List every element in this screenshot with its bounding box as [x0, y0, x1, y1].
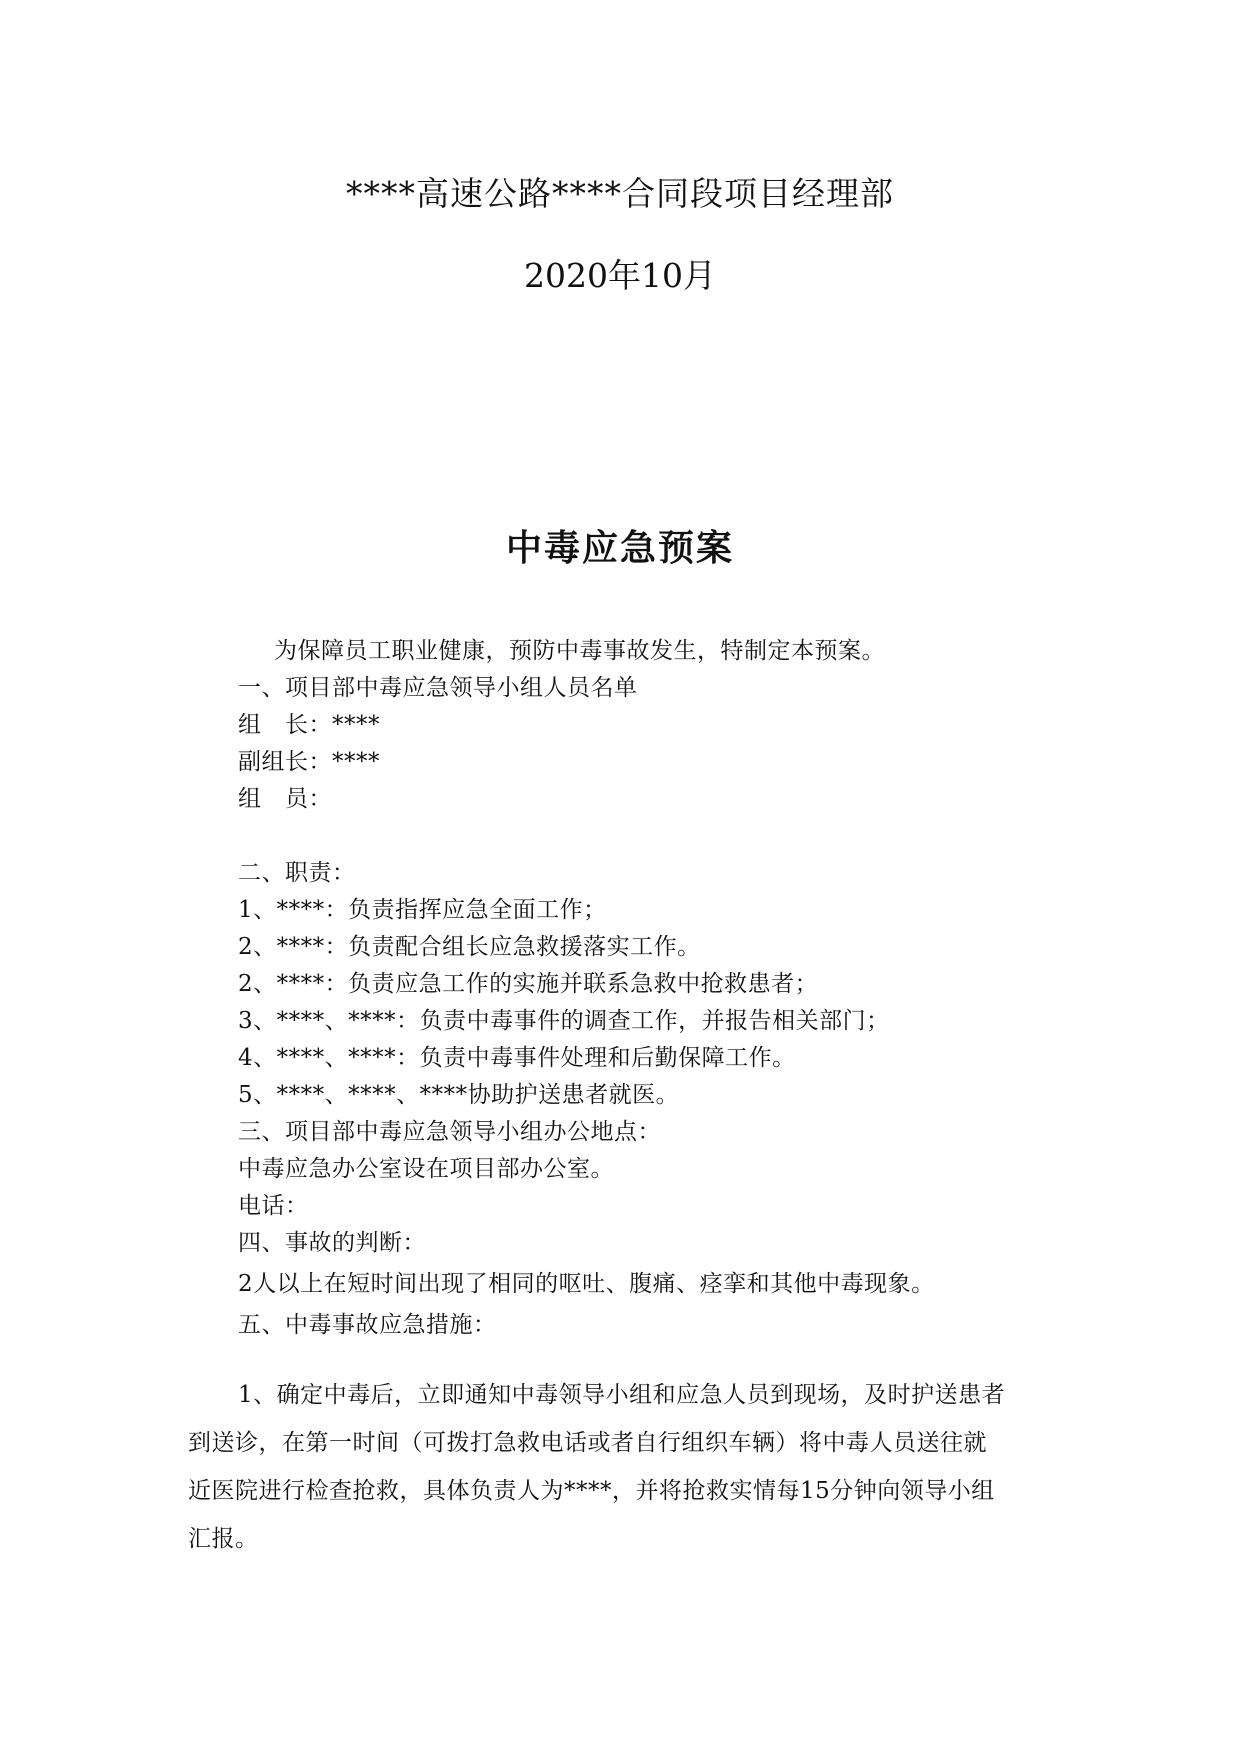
leader-line: 组 长：****	[238, 712, 380, 738]
duty-item: 3、****、****：负责中毒事件的调查工作，并报告相关部门；	[238, 1008, 890, 1034]
duty-item: 1、****：负责指挥应急全面工作；	[238, 897, 607, 923]
judgement-text: 2人以上在短时间出现了相同的呕吐、腹痛、痉挛和其他中毒现象。	[238, 1271, 935, 1297]
duty-item: 2、****：负责应急工作的实施并联系急救中抢救患者；	[238, 971, 819, 997]
duty-item: 2、****：负责配合组长应急救援落实工作。	[238, 934, 701, 960]
measure-1-line: 近医院进行检查抢救，具体负责人为****，并将抢救实情每15分钟向领导小组	[188, 1478, 995, 1504]
measure-1-paragraph	[188, 1371, 1048, 1563]
office-location: 中毒应急办公室设在项目部办公室。	[238, 1156, 614, 1182]
intro-text: 为保障员工职业健康，预防中毒事故发生，特制定本预案。	[274, 638, 885, 664]
phone-label: 电话：	[238, 1193, 309, 1219]
section-4-heading: 四、事故的判断：	[238, 1230, 426, 1256]
section-3-heading: 三、项目部中毒应急领导小组办公地点：	[238, 1119, 661, 1145]
deputy-leader-line: 副组长：****	[238, 749, 380, 775]
measure-1-line: 汇报。	[188, 1526, 259, 1552]
document-date: 2020年10月	[524, 256, 716, 295]
section-1-heading: 一、项目部中毒应急领导小组人员名单	[238, 675, 638, 701]
measure-1-line: 到送诊，在第一时间（可拨打急救电话或者自行组织车辆）将中毒人员送往就	[188, 1430, 987, 1456]
section-5-heading: 五、中毒事故应急措施：	[238, 1312, 497, 1338]
organization-name: ****高速公路****合同段项目经理部	[346, 174, 894, 213]
document-title: 中毒应急预案	[505, 528, 734, 569]
blank-line	[238, 818, 1058, 855]
members-line: 组 员：	[238, 786, 332, 812]
section-2-heading: 二、职责：	[238, 860, 356, 886]
document-body	[238, 633, 1058, 1344]
duty-item: 4、****、****：负责中毒事件处理和后勤保障工作。	[238, 1045, 796, 1071]
measure-1-line: 1、确定中毒后，立即通知中毒领导小组和应急人员到现场，及时护送患者	[238, 1382, 1006, 1408]
duty-item: 5、****、****、****协助护送患者就医。	[238, 1082, 680, 1108]
